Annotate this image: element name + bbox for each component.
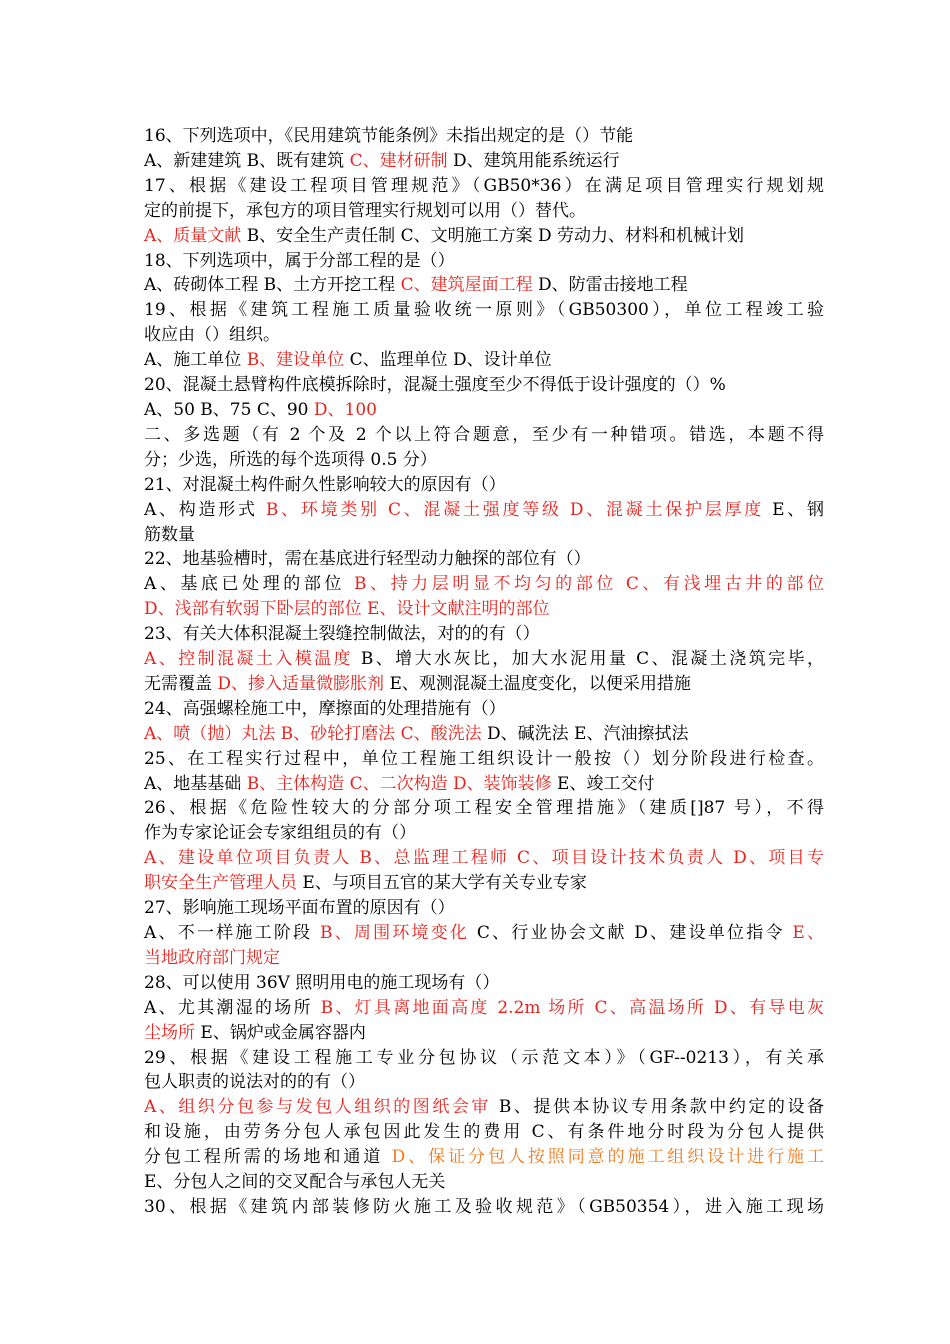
text-segment: A、50 B、75 C、90 <box>144 399 314 420</box>
text-line <box>144 249 824 274</box>
text-line <box>144 572 824 597</box>
answer-highlight: B、灯具离地面高度 2.2m 场所 C、高温场所 D、有导电灰 <box>320 997 824 1018</box>
answer-highlight: B、周围环境变化 <box>319 923 477 943</box>
text-line <box>144 796 824 821</box>
text-segment: E、锅炉或金属容器内 <box>200 1022 366 1043</box>
text-line <box>144 473 824 498</box>
answer-highlight: C、建材研制 <box>349 150 453 171</box>
text-segment: 27、影响施工现场平面布置的原因有（） <box>144 898 455 919</box>
answer-highlight: B、持力层明显不均匀的部位 C、有浅埋古井的部位 <box>353 574 824 595</box>
text-line <box>144 1046 824 1071</box>
text-line <box>144 498 824 523</box>
text-segment: 25、在工程实行过程中，单位工程施工组织设计一般按（）划分阶段进行检查。 <box>144 748 824 769</box>
text-segment: 分；少选，所选的每个选项得 0.5 分） <box>144 449 437 470</box>
text-line <box>144 398 824 423</box>
answer-highlight: 职安全生产管理人员 <box>144 873 303 894</box>
answer-highlight: D、浅部有软弱下卧层的部位 E、设计文献注明的部位 <box>144 599 550 620</box>
text-line <box>144 547 824 572</box>
answer-highlight: E、 <box>792 923 824 943</box>
answer-highlight: B、主体构造 C、二次构造 D、装饰装修 <box>246 773 558 794</box>
answer-highlight: B、环境类别 C、混凝土强度等级 D、混凝土保护层厚度 <box>265 499 773 520</box>
text-segment: D、碱洗法 E、汽油擦拭法 <box>487 723 689 744</box>
answer-highlight: 尘场所 <box>144 1022 201 1043</box>
text-segment: 筋数量 <box>144 524 195 545</box>
answer-highlight: A、组织分包参与发包人组织的图纸会审 <box>144 1097 499 1118</box>
text-line <box>144 124 824 149</box>
answer-highlight: A、喷（抛）丸法 B、砂轮打磨法 C、酸洗法 <box>144 723 487 744</box>
text-segment: 29、根据《建设工程施工专业分包协议（示范文本）》（GF--0213），有关承 <box>144 1047 824 1068</box>
text-line <box>144 896 824 921</box>
text-segment: 22、地基验槽时，需在基底进行轻型动力触探的部位有（） <box>144 549 591 570</box>
text-line <box>144 1195 824 1220</box>
text-line <box>144 921 824 946</box>
text-segment: A、尤其潮湿的场所 <box>144 997 321 1018</box>
text-line <box>144 622 824 647</box>
text-line <box>144 597 824 622</box>
text-segment: A、施工单位 <box>144 350 247 371</box>
text-segment: 21、对混凝土构件耐久性影响较大的原因有（） <box>144 474 506 495</box>
text-line <box>144 772 824 797</box>
text-line <box>144 1095 824 1120</box>
text-segment: A、地基基础 <box>144 773 247 794</box>
text-segment: 分包工程所需的场地和通道 <box>144 1147 392 1168</box>
text-segment: B、增大水灰比，加大水泥用量 C、混凝土浇筑完毕， <box>360 649 825 670</box>
text-segment: A、不一样施工阶段 <box>144 923 320 943</box>
text-line <box>144 373 824 398</box>
text-segment: A、新建建筑 B、既有建筑 <box>144 150 350 171</box>
answer-highlight: A、控制混凝土入模温度 <box>144 649 361 670</box>
text-line <box>144 298 824 323</box>
text-segment: E、与项目五官的某大学有关专业专家 <box>302 873 587 894</box>
text-segment: B、安全生产责任制 C、文明施工方案 D 劳动力、材料和机械计划 <box>246 225 745 246</box>
text-line <box>144 871 824 896</box>
text-line <box>144 672 824 697</box>
text-segment: 定的前提下，承包方的项目管理实行规划可以用（）替代。 <box>144 200 586 221</box>
answer-highlight: D、100 <box>313 399 377 420</box>
text-line <box>144 199 824 224</box>
text-segment: A、构造形式 <box>144 499 266 520</box>
text-segment: 二、多选题（有 2 个及 2 个以上符合题意，至少有一种错项。错选，本题不得 <box>144 424 824 445</box>
text-line <box>144 149 824 174</box>
text-line <box>144 323 824 348</box>
text-segment: 作为专家论证会专家组组员的有（） <box>144 823 416 844</box>
text-segment: E、分包人之间的交叉配合与承包人无关 <box>144 1172 446 1193</box>
text-segment: 28、可以使用 36V 照明用电的施工现场有（） <box>144 972 500 993</box>
text-line <box>144 946 824 971</box>
text-line <box>144 423 824 448</box>
answer-highlight: A、建设单位项目负责人 B、总监理工程师 C、项目设计技术负责人 D、项目专 <box>144 848 824 869</box>
text-line <box>144 523 824 548</box>
text-segment: 无需覆盖 <box>144 673 218 694</box>
text-segment: A、基底已处理的部位 <box>144 574 354 595</box>
text-line <box>144 224 824 249</box>
answer-highlight: D、掺入适量微膨胀剂 <box>217 673 390 694</box>
text-segment: 23、有关大体积混凝土裂缝控制做法，对的的有（） <box>144 624 540 645</box>
text-segment: 19、根据《建筑工程施工质量验收统一原则》（GB50300），单位工程竣工验 <box>144 300 824 321</box>
text-line <box>144 1120 824 1145</box>
text-segment: 30、根据《建筑内部装修防火施工及验收规范》（GB50354），进入施工现场 <box>144 1196 824 1217</box>
text-line <box>144 348 824 373</box>
text-segment: 26、根据《危险性较大的分部分项工程安全管理措施》（建质[]87 号），不得 <box>144 798 824 819</box>
answer-highlight: A、质量文献 <box>144 225 247 246</box>
text-line <box>144 747 824 772</box>
answer-highlight: B、建设单位 <box>246 350 350 371</box>
text-segment: 包人职责的说法对的的有（） <box>144 1072 365 1093</box>
question-text-body <box>144 124 824 1220</box>
text-line <box>144 821 824 846</box>
text-segment: D、防雷击接地工程 <box>538 275 688 296</box>
text-segment: 和设施，由劳务分包人承包因此发生的费用 C、有条件地分时段为分包人提供 <box>144 1122 824 1143</box>
text-line <box>144 1145 824 1170</box>
text-segment: 18、下列选项中，属于分部工程的是（） <box>144 250 455 271</box>
text-segment: 24、高强螺栓施工中，摩擦面的处理措施有（） <box>144 698 506 719</box>
text-line <box>144 448 824 473</box>
answer-highlight: D、保证分包人按照同意的施工组织设计进行施工 <box>391 1147 824 1168</box>
text-line <box>144 647 824 672</box>
text-line <box>144 174 824 199</box>
text-segment: E、竣工交付 <box>557 773 655 794</box>
answer-highlight: C、建筑屋面工程 <box>400 275 538 296</box>
text-line <box>144 697 824 722</box>
text-segment: 17、根据《建设工程项目管理规范》（GB50*36）在满足项目管理实行规划规 <box>144 175 824 196</box>
text-segment: B、提供本协议专用条款中约定的设备 <box>498 1097 824 1118</box>
text-line <box>144 722 824 747</box>
text-line <box>144 273 824 298</box>
text-line <box>144 971 824 996</box>
text-segment: E、观测混凝土温度变化，以便采用措施 <box>389 673 691 694</box>
text-segment: C、监理单位 D、设计单位 <box>349 350 552 371</box>
text-line <box>144 996 824 1021</box>
text-segment: 20、混凝土悬臂构件底模拆除时，混凝土强度至少不得低于设计强度的（）% <box>144 375 726 396</box>
text-line <box>144 846 824 871</box>
text-segment: D、建筑用能系统运行 <box>453 150 620 171</box>
text-line <box>144 1021 824 1046</box>
text-segment: A、砖砌体工程 B、土方开挖工程 <box>144 275 401 296</box>
text-segment: E、钢 <box>772 499 824 520</box>
text-segment: 16、下列选项中，《民用建筑节能条例》未指出规定的是（）节能 <box>144 126 634 146</box>
text-segment: 收应由（）组织。 <box>144 325 280 346</box>
text-line <box>144 1070 824 1095</box>
text-line <box>144 1170 824 1195</box>
answer-highlight: 当地政府部门规定 <box>144 947 280 968</box>
text-segment: C、行业协会文献 D、建设单位指令 <box>476 923 793 943</box>
